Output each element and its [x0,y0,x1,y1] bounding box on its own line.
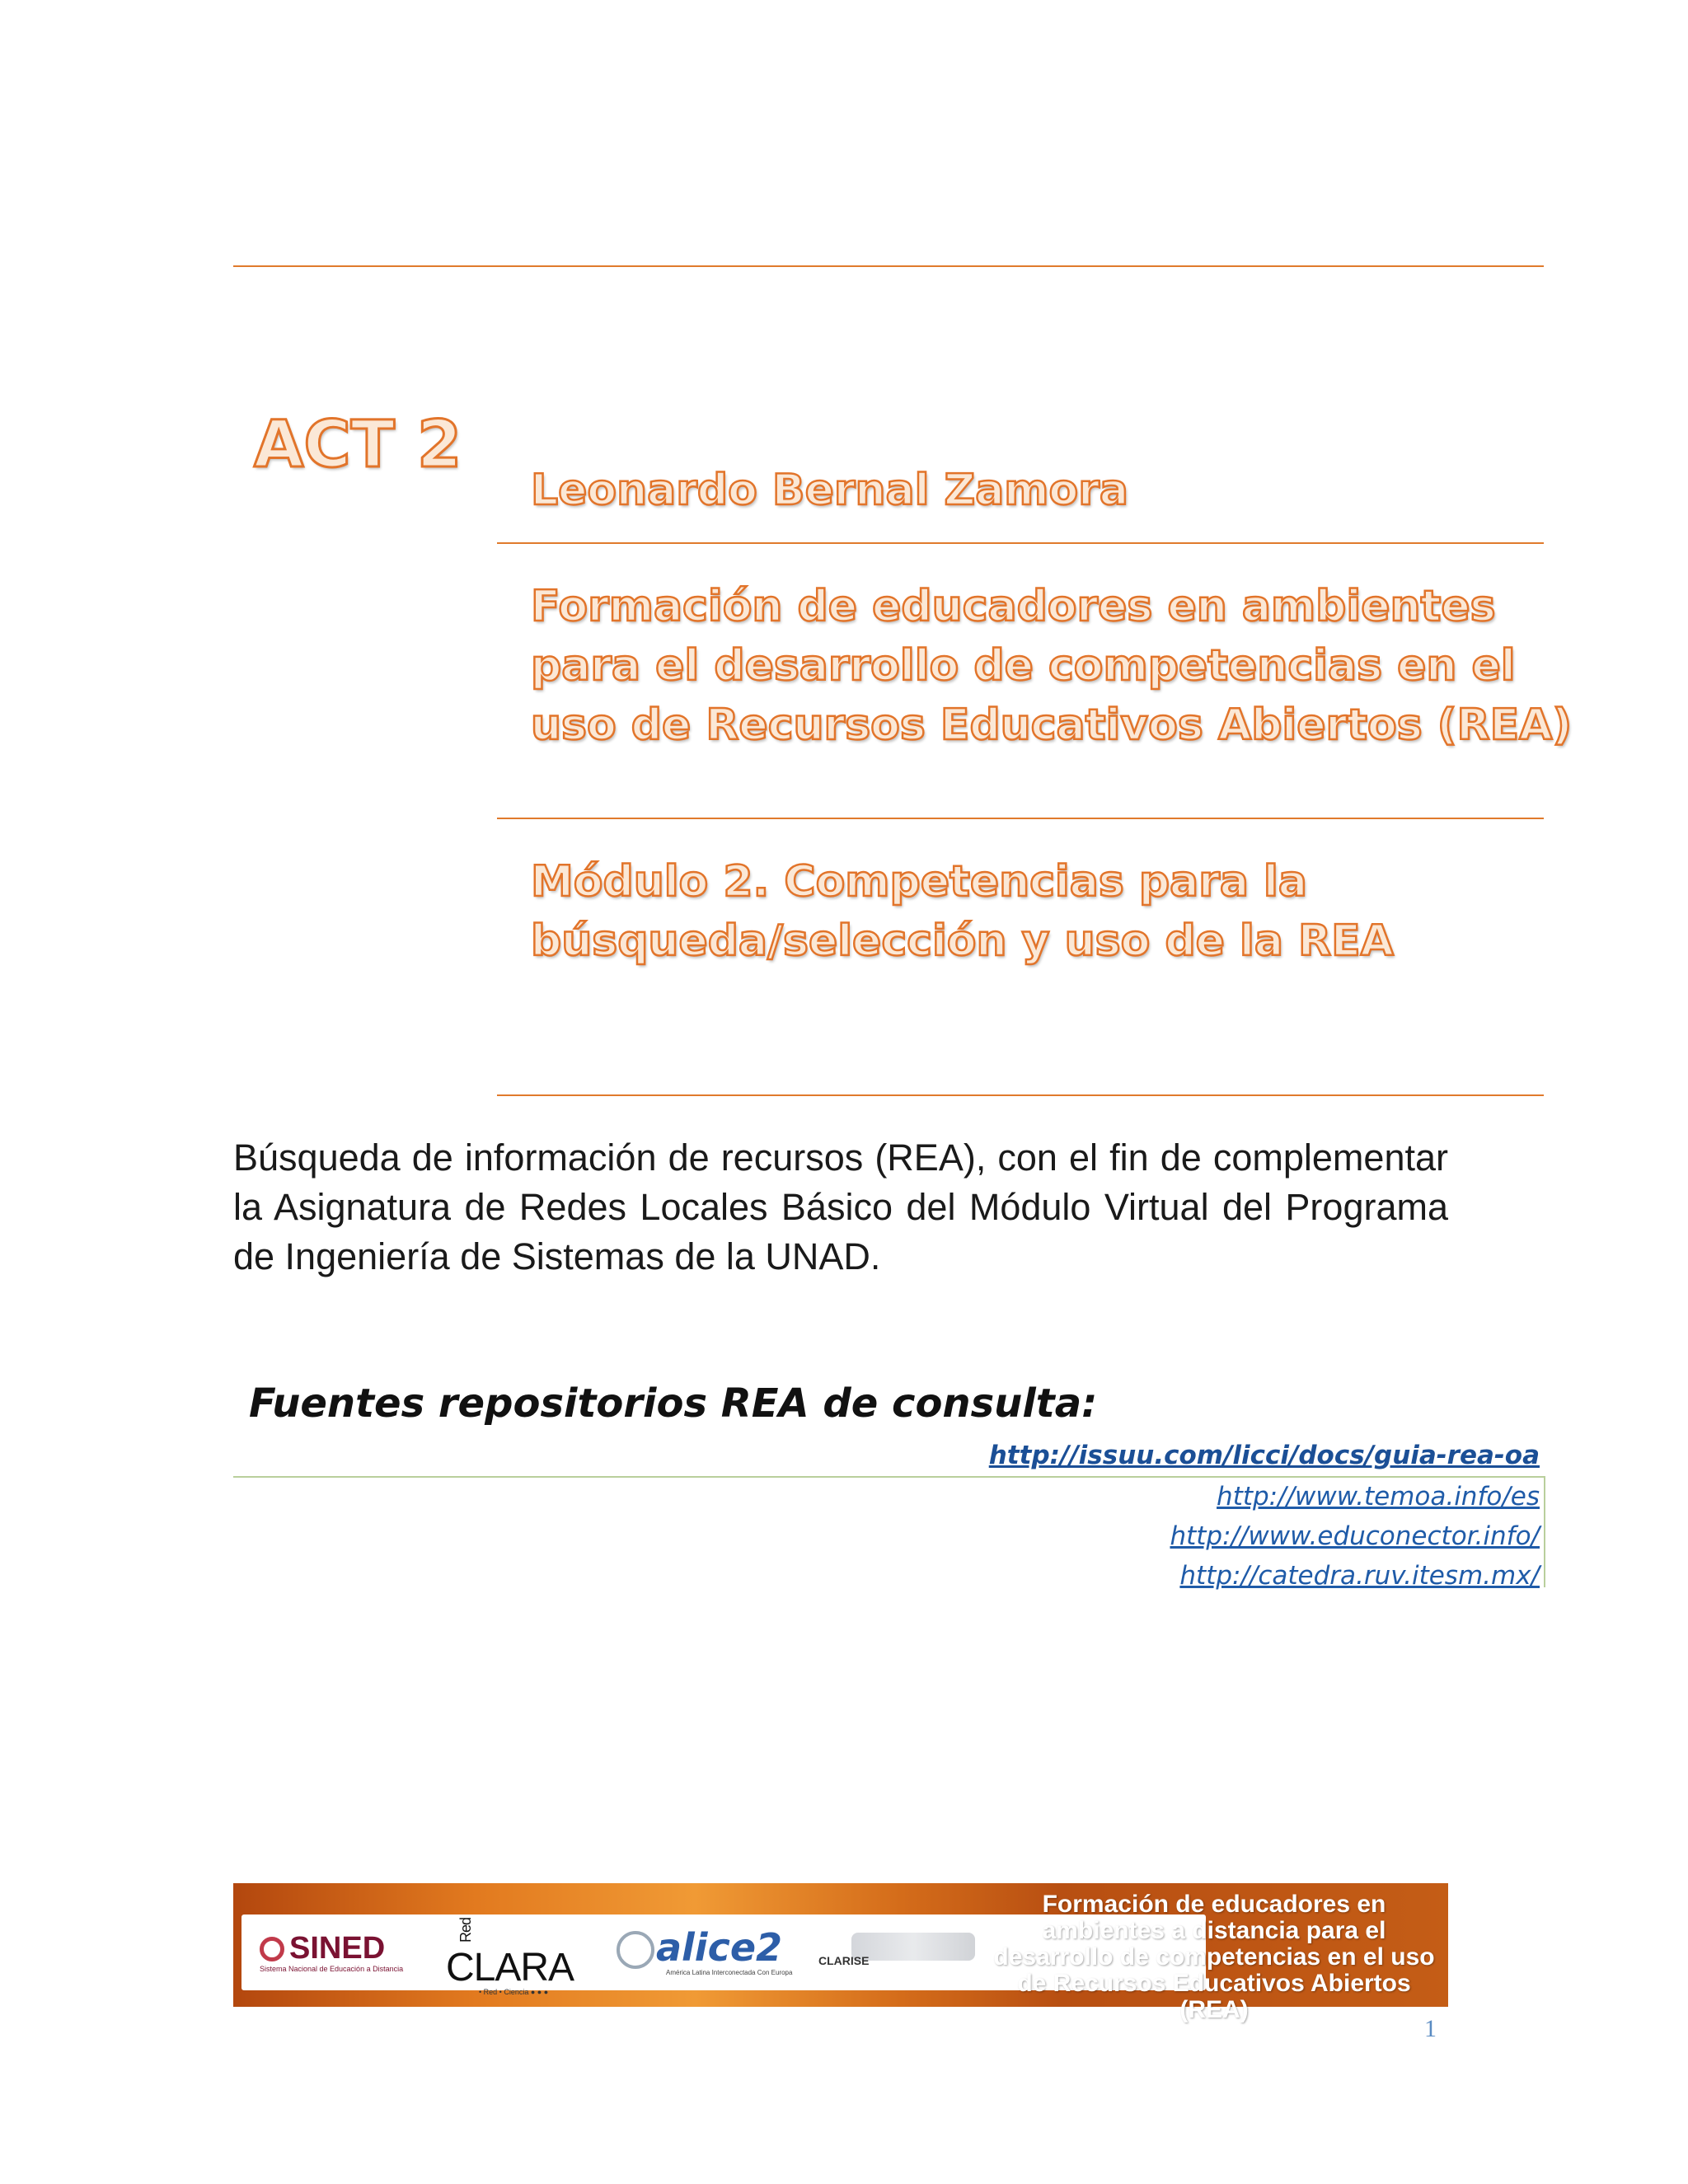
activity-title: ACT 2 [254,408,462,482]
module-title-line: búsqueda/selección y uso de la REA [531,916,1394,966]
sined-circle-icon [260,1937,284,1961]
alice2-logo [617,1915,806,1990]
page-number: 1 [1424,2015,1437,2042]
sources-heading: Fuentes repositorios REA de consulta: [249,1380,1098,1427]
sources-box-right-border [1544,1476,1545,1587]
sined-logo [260,1915,433,1990]
globe-icon [617,1931,654,1969]
redclara-logo [446,1915,590,1996]
intro-paragraph: Búsqueda de información de recursos (REA), con el fin de complementar la Asignatura de Redes Locales Básico del Módulo Virtual del Programa de Ingeniería de Sistemas de la UNAD. [233,1137,1448,1277]
author-name: Leonardo Bernal Zamora [531,466,1128,515]
banner-title: Formación de educadores en ambientes a distancia para el desarrollo de competencias en el uso de Recursos Educativos Abiertos (REA) [993,1891,1435,2023]
alice2-logo-text: alice2 [656,1924,783,1970]
rule-after-author [497,542,1544,544]
rule-after-module [497,1094,1544,1096]
sources-box-top-border [233,1476,1544,1478]
module-title-line: Módulo 2. Competencias para la [531,857,1307,907]
alice2-logo-subtitle: América Latina Interconectada Con Europa [666,1969,793,1977]
redclara-logo-subtitle: • Red • Ciencia ● ● ● [479,1988,549,1996]
sined-logo-text: SINED [289,1931,386,1966]
rule-after-course [497,818,1544,819]
redclara-prefix: Red [457,1918,474,1943]
source-link-temoa[interactable]: http://www.temoa.info/es [1217,1482,1540,1511]
source-link-catedra[interactable]: http://catedra.ruv.itesm.mx/ [1179,1561,1540,1591]
top-rule [233,265,1544,267]
clarise-logo-text: CLARISE [818,1954,870,1967]
source-link-educonector[interactable]: http://www.educonector.info/ [1170,1521,1540,1551]
source-link-issuu[interactable]: http://issuu.com/licci/docs/guia-rea-oa [988,1441,1540,1470]
redclara-logo-text: CLARA [446,1946,574,1990]
course-title-line: para el desarrollo de competencias en el [531,641,1516,691]
course-title-line: Formación de educadores en ambientes [531,582,1496,631]
footer-banner [233,1883,1448,2023]
clarise-logo [818,1915,983,1990]
course-title-line: uso de Recursos Educativos Abiertos (REA) [531,701,1573,750]
sined-logo-subtitle: Sistema Nacional de Educación a Distancia [260,1965,404,1973]
